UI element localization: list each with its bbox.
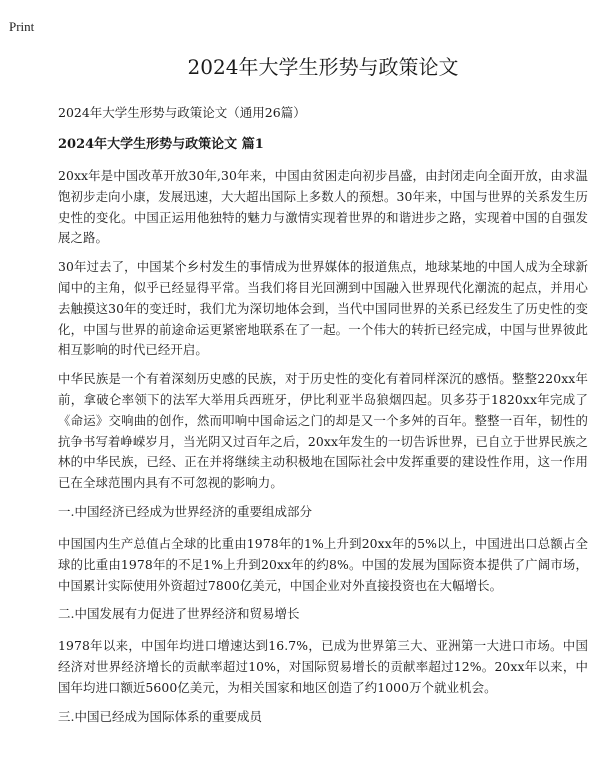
section-title: 2024年大学生形势与政策论文 篇1 xyxy=(58,137,264,152)
paragraph-3: 中华民族是一个有着深刻历史感的民族，对于历史性的变化有着同样深沉的感悟。整整220xx年前，拿破仑率领下的法军大举用兵西班牙，伊比利亚半岛狼烟四起。贝多芬于1820xx年完成了《命运》交响曲的创作，然而叩响中国命运之门的却是又一个多舛的百年。整整一百年，韧性的抗争书写着峥嵘岁月，当光阴又过百年之后，20xx年发生的一切告诉世界，已自立于世界民族之林的中华民族，已经、正在并将继续主动积极地在国际社会中发挥重要的建设性作用，这一作用已在全球范围内具有不可忽视的影响力。 xyxy=(58,371,588,491)
paragraph-5: 1978年以来，中国年均进口增速达到16.7%，已成为世界第三大、亚洲第一大进口市场。中国经济对世界经济增长的贡献率超过10%，对国际贸易增长的贡献率超过12%。20xx年以来，中国年均进口额近5600亿美元，为相关国家和地区创造了约1000万个就业机会。 xyxy=(58,638,588,695)
heading-trade: 二.中国发展有力促进了世界经济和贸易增长 xyxy=(58,606,300,622)
print-link[interactable]: Print xyxy=(9,19,35,34)
document-page xyxy=(58,52,588,739)
paragraph-4: 中国国内生产总值占全球的比重由1978年的1%上升到20xx年的5%以上，中国进出口总额占全球的比重由1978年的不足1%上升到20xx年的约8%。中国的发展为国际资本提供了广阔市场，中国累计实际使用外资超过7800亿美元，中国企业对外直接投资也在大幅增长。 xyxy=(58,535,588,593)
document-title: 2024年大学生形势与政策论文 xyxy=(187,55,459,79)
heading-international: 三.中国已经成为国际体系的重要成员 xyxy=(58,708,262,724)
paragraph-1: 20xx年是中国改革开放30年,30年来，中国由贫困走向初步昌盛，由封闭走向全面开放，由求温饱初步走向小康，发展迅速，大大超出国际上多数人的预想。30年来，中国与世界的关系发生历史性的变化。中国正运用他独特的魅力与激情实现着世界的和谐进步之路，实现着中国的自强发展之路。 xyxy=(58,168,588,246)
heading-economy: 一.中国经济已经成为世界经济的重要组成部分 xyxy=(58,503,312,519)
document-subtitle: 2024年大学生形势与政策论文（通用26篇） xyxy=(58,105,306,120)
paragraph-2: 30年过去了，中国某个乡村发生的事情成为世界媒体的报道焦点，地球某地的中国人成为全球新闻中的主角，似乎已经显得平常。当我们将目光回溯到中国融入世界现代化潮流的起点，并用心去触摸这30年的变迁时，我们尤为深切地体会到，当代中国同世界的关系已经发生了历史性的变化，中国与世界的前途命运更紧密地联系在了一起。一个伟大的转折已经完成，中国与世界彼此相互影响的时代已经开启。 xyxy=(58,259,588,358)
